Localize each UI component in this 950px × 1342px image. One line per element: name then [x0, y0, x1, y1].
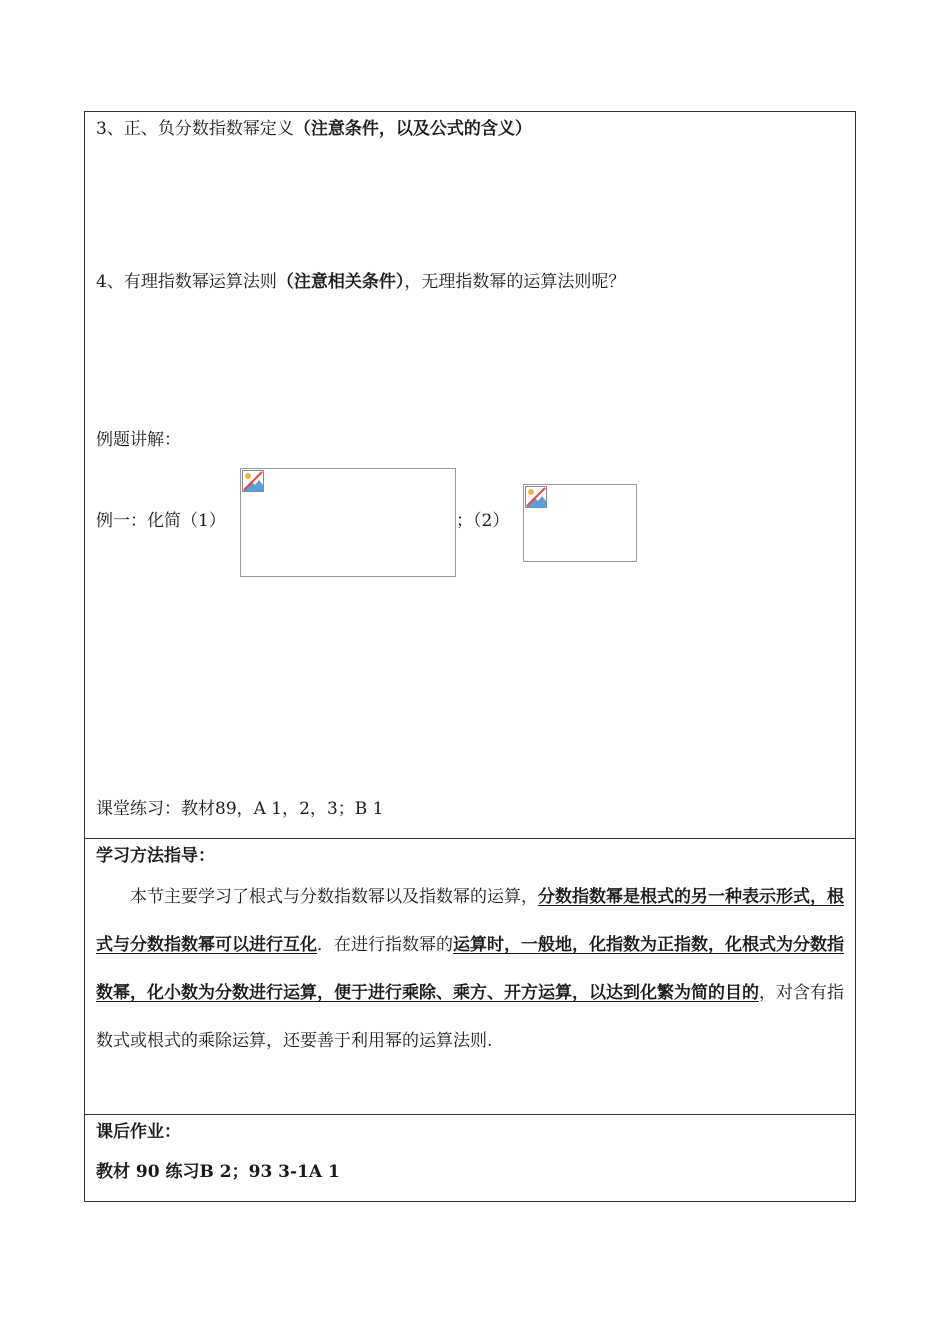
section-3-line	[96, 118, 532, 140]
example-heading: 例题讲解：	[96, 430, 181, 450]
section-4-note: （注意相关条件）	[276, 272, 405, 292]
section-3-note: （注意条件，以及公式的含义）	[293, 119, 532, 139]
section-4-prefix: 4、有理指数幂运算法则	[96, 272, 277, 292]
method-text-2: ．在进行指数幂的	[317, 935, 453, 955]
lesson-table	[84, 111, 856, 1202]
broken-image-icon	[242, 470, 264, 492]
method-text-3: ，对含有指数式或根式的乘除运算，还要善于利用幂的运算法则.	[96, 983, 844, 1051]
example-1-separator: ；（2）	[456, 511, 510, 531]
homework-title: 课后作业：	[96, 1122, 181, 1142]
method-paragraph	[96, 873, 848, 1065]
homework-content: 教材 90 练习B 2；93 3-1A 1	[96, 1162, 340, 1182]
broken-image-icon	[525, 486, 547, 508]
method-emphasis-2: 运算时，一般地，化指数为正指数，化根式为分数指数幂，化小数为分数进行运算，便于进行乘除、乘方、开方运算，以达到化繁为简的目的	[96, 935, 844, 1003]
method-title: 学习方法指导：	[96, 846, 215, 866]
method-emphasis-1: 分数指数幂是根式的另一种表示形式，根式与分数指数幂可以进行互化	[96, 887, 844, 955]
method-cell	[85, 839, 855, 1115]
practice-line: 课堂练习：教材89，A 1，2，3；B 1	[96, 799, 384, 819]
section-4-line	[96, 271, 625, 293]
example-1-formula-image-2	[523, 484, 637, 562]
section-4-suffix: ，无理指数幂的运算法则呢？	[404, 272, 626, 292]
example-1-label: 例一：化简（1）	[96, 511, 226, 531]
method-text-1: 本节主要学习了根式与分数指数幂以及指数幂的运算，	[130, 887, 538, 907]
content-cell	[85, 112, 855, 839]
section-3-prefix: 3、正、负分数指数幂定义	[96, 119, 294, 139]
example-1-formula-image-1	[240, 468, 456, 577]
homework-cell	[85, 1115, 855, 1201]
